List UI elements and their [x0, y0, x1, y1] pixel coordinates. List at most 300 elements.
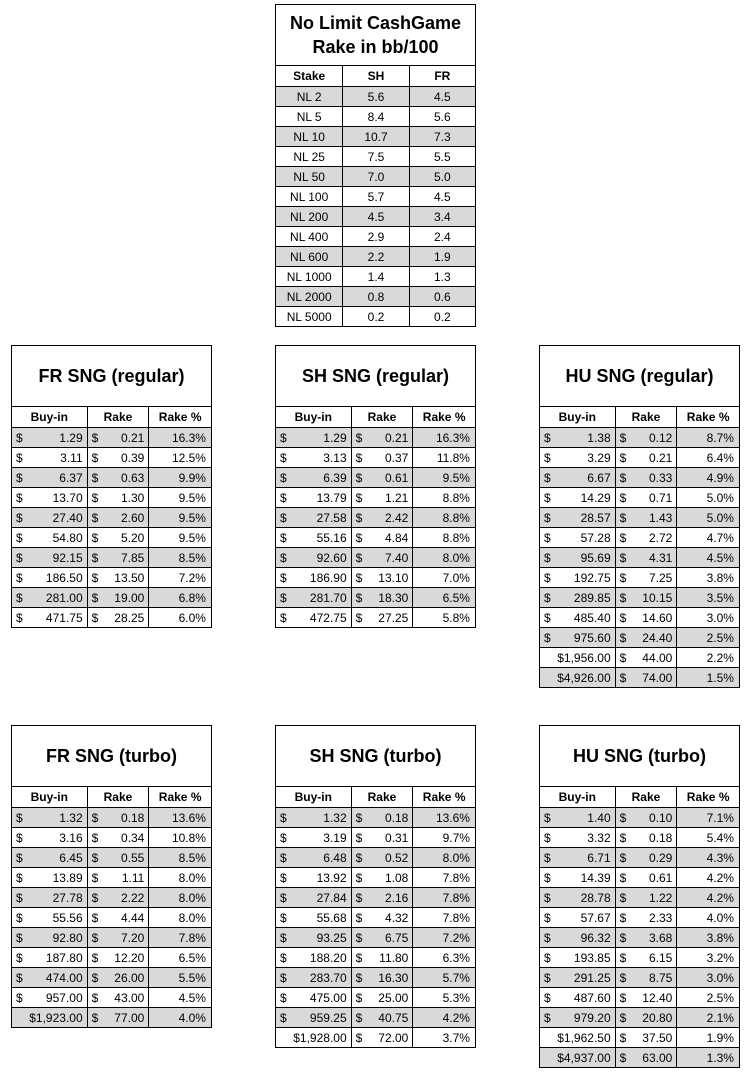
currency-symbol: $: [355, 850, 363, 865]
buyin-cell: [12, 848, 87, 867]
buyin-cell: [540, 848, 615, 867]
rake-pct-cell: 7.8%: [412, 868, 475, 887]
rake-pct-cell: 5.7%: [412, 968, 475, 987]
rake-pct-cell: 11.8%: [412, 448, 475, 467]
currency-symbol: $: [91, 430, 99, 445]
buyin-value: 93.25: [316, 930, 347, 945]
currency-symbol: $: [544, 590, 551, 605]
buyin-cell: [276, 448, 351, 467]
buyin-value: 281.70: [309, 590, 347, 605]
table-row: [540, 547, 739, 567]
rake-pct-cell: 8.8%: [412, 488, 475, 507]
column-header-rake-pct: Rake %: [148, 787, 211, 807]
buyin-cell: [276, 968, 351, 987]
table-row: [276, 807, 475, 827]
table-row: [540, 887, 739, 907]
currency-symbol: $: [619, 630, 627, 645]
buyin-cell: [276, 608, 351, 627]
table-row: [276, 246, 475, 266]
rake-cell: [351, 488, 413, 507]
currency-symbol: $: [544, 530, 551, 545]
table-row: [12, 887, 211, 907]
table-row: [276, 567, 475, 587]
currency-symbol: $: [544, 470, 551, 485]
rake-value: 24.40: [642, 630, 673, 645]
rake-value: 19.00: [114, 590, 145, 605]
table-row: [540, 827, 739, 847]
currency-symbol: $: [619, 1030, 627, 1045]
rake-value: 11.80: [379, 950, 409, 965]
table-row: [276, 907, 475, 927]
column-header-buyin: Buy-in: [30, 790, 68, 804]
buyin-cell: [540, 608, 615, 627]
currency-symbol: $: [355, 970, 363, 985]
table-row: [12, 927, 211, 947]
rake-cell: [615, 628, 677, 647]
column-header-buyin: Buy-in: [30, 410, 68, 424]
buyin-value: 3.16: [59, 830, 83, 845]
buyin-cell: [12, 1008, 87, 1027]
rake-value: 0.34: [120, 830, 145, 845]
rake-cell: [615, 908, 677, 927]
header-row: [276, 407, 475, 427]
table-row: [540, 907, 739, 927]
rake-value: 63.00: [642, 1050, 673, 1065]
hu-sng-turbo-table: [539, 725, 740, 1068]
table-row: [276, 867, 475, 887]
buyin-cell: [276, 508, 351, 527]
buyin-value: 975.60: [573, 630, 611, 645]
buyin-value: 27.84: [316, 890, 347, 905]
fr-sng-turbo-table: [11, 725, 212, 1028]
rake-pct-cell: 9.5%: [412, 468, 475, 487]
table-row: [12, 567, 211, 587]
buyin-cell: [540, 1048, 615, 1067]
currency-symbol: $: [619, 910, 627, 925]
table-row: [276, 487, 475, 507]
currency-symbol: $: [16, 510, 23, 525]
buyin-value: 474.00: [45, 970, 83, 985]
rake-cell: [87, 868, 149, 887]
rake-value: 1.30: [120, 490, 145, 505]
rake-pct-cell: 3.2%: [676, 948, 739, 967]
rake-pct-cell: 5.3%: [412, 988, 475, 1007]
currency-symbol: $: [544, 490, 551, 505]
buyin-value: 6.37: [59, 470, 83, 485]
table-row: [12, 587, 211, 607]
table-title: SH SNG (regular): [276, 346, 475, 407]
currency-symbol: $: [91, 850, 99, 865]
fr-rake-cell: 4.5: [409, 187, 475, 206]
currency-symbol: $: [355, 490, 363, 505]
currency-symbol: $: [355, 950, 363, 965]
table-row: [12, 447, 211, 467]
buyin-cell: [540, 548, 615, 567]
currency-symbol: $: [16, 990, 23, 1005]
buyin-cell: [540, 428, 615, 447]
rake-pct-cell: 2.2%: [676, 648, 739, 667]
buyin-value: $1,956.00: [557, 650, 611, 665]
rake-pct-cell: 8.0%: [148, 868, 211, 887]
sh-rake-cell: 5.7: [342, 187, 408, 206]
table-row: [276, 527, 475, 547]
buyin-value: 57.28: [580, 530, 611, 545]
currency-symbol: $: [16, 810, 23, 825]
rake-cell: [615, 848, 677, 867]
stake-cell: NL 5000: [286, 309, 332, 324]
currency-symbol: $: [280, 570, 287, 585]
currency-symbol: $: [619, 830, 627, 845]
rake-value: 7.25: [648, 570, 673, 585]
rake-cell: [351, 528, 413, 547]
rake-cell: [615, 428, 677, 447]
table-row: [276, 987, 475, 1007]
rake-cell: [87, 948, 149, 967]
currency-symbol: $: [280, 530, 287, 545]
table-row: [540, 507, 739, 527]
fr-rake-cell: 5.5: [409, 147, 475, 166]
rake-pct-cell: 13.6%: [148, 808, 211, 827]
buyin-value: 186.90: [309, 570, 347, 585]
buyin-cell: [276, 1008, 351, 1027]
rake-value: 0.21: [648, 450, 673, 465]
column-header-stake: Stake: [293, 69, 326, 83]
stake-cell: NL 2: [296, 89, 322, 104]
rake-pct-cell: 3.8%: [676, 928, 739, 947]
rake-pct-cell: 3.7%: [412, 1028, 475, 1047]
rake-cell: [351, 588, 413, 607]
currency-symbol: $: [355, 530, 363, 545]
buyin-cell: [276, 428, 351, 447]
table-row: [540, 927, 739, 947]
rake-pct-cell: 8.5%: [148, 548, 211, 567]
currency-symbol: $: [619, 650, 627, 665]
rake-cell: [87, 848, 149, 867]
table-row: [540, 447, 739, 467]
currency-symbol: $: [619, 490, 627, 505]
rake-value: 1.43: [648, 510, 673, 525]
currency-symbol: $: [355, 590, 363, 605]
buyin-cell: [540, 668, 615, 687]
buyin-cell: [540, 948, 615, 967]
currency-symbol: $: [16, 610, 23, 625]
table-row: [540, 647, 739, 667]
rake-value: 0.29: [648, 850, 673, 865]
currency-symbol: $: [355, 550, 363, 565]
table-row: [540, 947, 739, 967]
table-row: [276, 186, 475, 206]
sh-rake-cell: 8.4: [342, 107, 408, 126]
buyin-cell: [12, 548, 87, 567]
rake-pct-cell: 4.2%: [412, 1008, 475, 1027]
table-row: [276, 927, 475, 947]
currency-symbol: $: [544, 930, 551, 945]
table-row: [540, 487, 739, 507]
rake-cell: [615, 588, 677, 607]
sh-rake-cell: 0.2: [342, 307, 408, 326]
currency-symbol: $: [91, 930, 99, 945]
table-row: [540, 1027, 739, 1047]
table-row: [276, 146, 475, 166]
rake-cell: [351, 468, 413, 487]
table-row: [540, 867, 739, 887]
currency-symbol: $: [91, 870, 99, 885]
rake-cell: [615, 928, 677, 947]
buyin-cell: [276, 548, 351, 567]
sh-rake-cell: 10.7: [342, 127, 408, 146]
buyin-cell: [540, 1028, 615, 1047]
cashgame-title-line2: Rake in bb/100: [312, 37, 439, 57]
rake-cell: [87, 908, 149, 927]
table-row: [276, 286, 475, 306]
currency-symbol: $: [91, 530, 99, 545]
rake-pct-cell: 4.3%: [676, 848, 739, 867]
currency-symbol: $: [544, 570, 551, 585]
table-row: [276, 1027, 475, 1047]
table-row: [276, 106, 475, 126]
rake-cell: [351, 828, 413, 847]
currency-symbol: $: [280, 430, 287, 445]
rake-value: 2.33: [648, 910, 673, 925]
rake-value: 40.75: [378, 1010, 409, 1025]
buyin-value: 1.38: [587, 430, 611, 445]
rake-pct-cell: 5.8%: [412, 608, 475, 627]
rake-pct-cell: 5.0%: [676, 488, 739, 507]
table-title: FR SNG (regular): [12, 346, 211, 407]
currency-symbol: $: [91, 450, 99, 465]
buyin-value: 475.00: [309, 990, 347, 1005]
rake-pct-cell: 7.1%: [676, 808, 739, 827]
column-header-buyin: Buy-in: [294, 410, 332, 424]
rake-value: 27.25: [378, 610, 409, 625]
rake-pct-cell: 7.8%: [412, 888, 475, 907]
fr-rake-cell: 5.6: [409, 107, 475, 126]
header-row: [12, 787, 211, 807]
currency-symbol: $: [355, 810, 363, 825]
buyin-value: 14.39: [580, 870, 611, 885]
buyin-value: 192.75: [573, 570, 611, 585]
buyin-value: $1,928.00: [293, 1030, 347, 1045]
buyin-value: $1,923.00: [29, 1010, 83, 1025]
buyin-value: 55.68: [316, 910, 347, 925]
currency-symbol: $: [544, 550, 551, 565]
rake-pct-cell: 9.5%: [148, 488, 211, 507]
buyin-value: 472.75: [309, 610, 347, 625]
currency-symbol: $: [280, 810, 287, 825]
stake-cell: NL 200: [290, 209, 329, 224]
fr-rake-cell: 2.4: [409, 227, 475, 246]
currency-symbol: $: [619, 850, 627, 865]
currency-symbol: $: [91, 830, 99, 845]
rake-pct-cell: 16.3%: [148, 428, 211, 447]
buyin-cell: [12, 928, 87, 947]
rake-value: 0.63: [120, 470, 145, 485]
rake-pct-cell: 5.0%: [676, 508, 739, 527]
rake-value: 25.00: [378, 990, 409, 1005]
stake-cell: NL 600: [290, 249, 329, 264]
buyin-value: 291.25: [573, 970, 611, 985]
currency-symbol: $: [355, 830, 363, 845]
rake-value: 8.75: [648, 970, 673, 985]
table-row: [540, 567, 739, 587]
table-row: [12, 947, 211, 967]
buyin-cell: [540, 868, 615, 887]
buyin-cell: [276, 588, 351, 607]
rake-cell: [351, 848, 413, 867]
rake-pct-cell: 9.9%: [148, 468, 211, 487]
currency-symbol: $: [280, 990, 287, 1005]
currency-symbol: $: [619, 470, 627, 485]
sh-sng-turbo-table: [275, 725, 476, 1048]
buyin-cell: [540, 568, 615, 587]
rake-cell: [351, 548, 413, 567]
rake-value: 4.84: [384, 530, 409, 545]
rake-value: 0.55: [120, 850, 145, 865]
rake-pct-cell: 6.5%: [412, 588, 475, 607]
currency-symbol: $: [355, 430, 363, 445]
buyin-value: 28.57: [580, 510, 611, 525]
table-row: [12, 967, 211, 987]
currency-symbol: $: [619, 590, 627, 605]
rake-cell: [351, 1028, 413, 1047]
table-row: [276, 587, 475, 607]
currency-symbol: $: [280, 930, 287, 945]
rake-pct-cell: 8.8%: [412, 508, 475, 527]
currency-symbol: $: [16, 570, 23, 585]
buyin-value: 96.32: [580, 930, 611, 945]
currency-symbol: $: [280, 870, 287, 885]
currency-symbol: $: [91, 1010, 99, 1025]
buyin-value: $4,937.00: [557, 1050, 611, 1065]
rake-value: 0.18: [384, 810, 409, 825]
buyin-value: $1,962.50: [557, 1030, 611, 1045]
table-row: [276, 166, 475, 186]
rake-value: 18.30: [378, 590, 409, 605]
rake-cell: [351, 568, 413, 587]
rake-cell: [615, 1028, 677, 1047]
buyin-cell: [540, 628, 615, 647]
buyin-value: 193.85: [573, 950, 611, 965]
rake-cell: [87, 888, 149, 907]
rake-value: 7.20: [120, 930, 145, 945]
buyin-value: 1.40: [587, 810, 611, 825]
currency-symbol: $: [91, 890, 99, 905]
table-row: [276, 306, 475, 326]
currency-symbol: $: [91, 590, 99, 605]
rake-cell: [87, 468, 149, 487]
currency-symbol: $: [91, 990, 99, 1005]
table-row: [540, 667, 739, 687]
buyin-value: 1.29: [323, 430, 347, 445]
currency-symbol: $: [619, 430, 627, 445]
buyin-value: 187.80: [45, 950, 83, 965]
sh-sng-regular-table: [275, 345, 476, 628]
currency-symbol: $: [619, 810, 627, 825]
cashgame-header-row: [276, 66, 475, 86]
rake-cell: [615, 888, 677, 907]
fr-rake-cell: 0.2: [409, 307, 475, 326]
header-row: [540, 407, 739, 427]
rake-value: 2.16: [384, 890, 409, 905]
rake-cell: [87, 428, 149, 447]
table-title: SH SNG (turbo): [276, 726, 475, 787]
rake-cell: [615, 668, 677, 687]
buyin-cell: [276, 568, 351, 587]
cashgame-table-title: [276, 5, 475, 66]
table-row: [12, 507, 211, 527]
buyin-cell: [276, 828, 351, 847]
buyin-value: 6.71: [587, 850, 611, 865]
currency-symbol: $: [280, 950, 287, 965]
sh-rake-cell: 7.0: [342, 167, 408, 186]
buyin-value: 3.19: [323, 830, 347, 845]
currency-symbol: $: [355, 910, 363, 925]
rake-cell: [351, 448, 413, 467]
currency-symbol: $: [280, 1010, 287, 1025]
stake-cell: NL 400: [290, 229, 329, 244]
rake-value: 2.60: [120, 510, 145, 525]
rake-pct-cell: 2.5%: [676, 988, 739, 1007]
buyin-cell: [276, 1028, 351, 1047]
rake-value: 44.00: [642, 650, 673, 665]
header-row: [12, 407, 211, 427]
sh-rake-cell: 1.4: [342, 267, 408, 286]
rake-pct-cell: 6.4%: [676, 448, 739, 467]
rake-value: 14.60: [642, 610, 673, 625]
table-row: [276, 507, 475, 527]
fr-rake-cell: 1.9: [409, 247, 475, 266]
table-row: [276, 887, 475, 907]
buyin-cell: [12, 868, 87, 887]
fr-rake-cell: 5.0: [409, 167, 475, 186]
buyin-cell: [12, 828, 87, 847]
rake-pct-cell: 7.8%: [148, 928, 211, 947]
rake-cell: [615, 548, 677, 567]
table-row: [540, 1007, 739, 1027]
rake-value: 0.61: [648, 870, 673, 885]
rake-cell: [351, 928, 413, 947]
table-row: [12, 467, 211, 487]
rake-value: 74.00: [642, 670, 673, 685]
currency-symbol: $: [16, 530, 23, 545]
fr-rake-cell: 4.5: [409, 87, 475, 106]
currency-symbol: $: [280, 610, 287, 625]
currency-symbol: $: [619, 1050, 627, 1065]
currency-symbol: $: [91, 910, 99, 925]
buyin-value: 3.29: [587, 450, 611, 465]
currency-symbol: $: [91, 950, 99, 965]
currency-symbol: $: [355, 570, 363, 585]
currency-symbol: $: [91, 550, 99, 565]
column-header-rake-pct: Rake %: [412, 787, 475, 807]
buyin-value: 92.15: [52, 550, 83, 565]
buyin-value: 3.32: [587, 830, 611, 845]
rake-cell: [87, 988, 149, 1007]
buyin-value: 1.32: [323, 810, 347, 825]
buyin-value: 188.20: [309, 950, 347, 965]
buyin-cell: [276, 948, 351, 967]
buyin-value: 471.75: [45, 610, 83, 625]
rake-cell: [87, 448, 149, 467]
rake-pct-cell: 3.5%: [676, 588, 739, 607]
rake-cell: [351, 888, 413, 907]
currency-symbol: $: [91, 570, 99, 585]
rake-pct-cell: 8.5%: [148, 848, 211, 867]
fr-rake-cell: 1.3: [409, 267, 475, 286]
rake-value: 12.40: [642, 990, 673, 1005]
buyin-value: 1.32: [59, 810, 83, 825]
currency-symbol: $: [544, 510, 551, 525]
